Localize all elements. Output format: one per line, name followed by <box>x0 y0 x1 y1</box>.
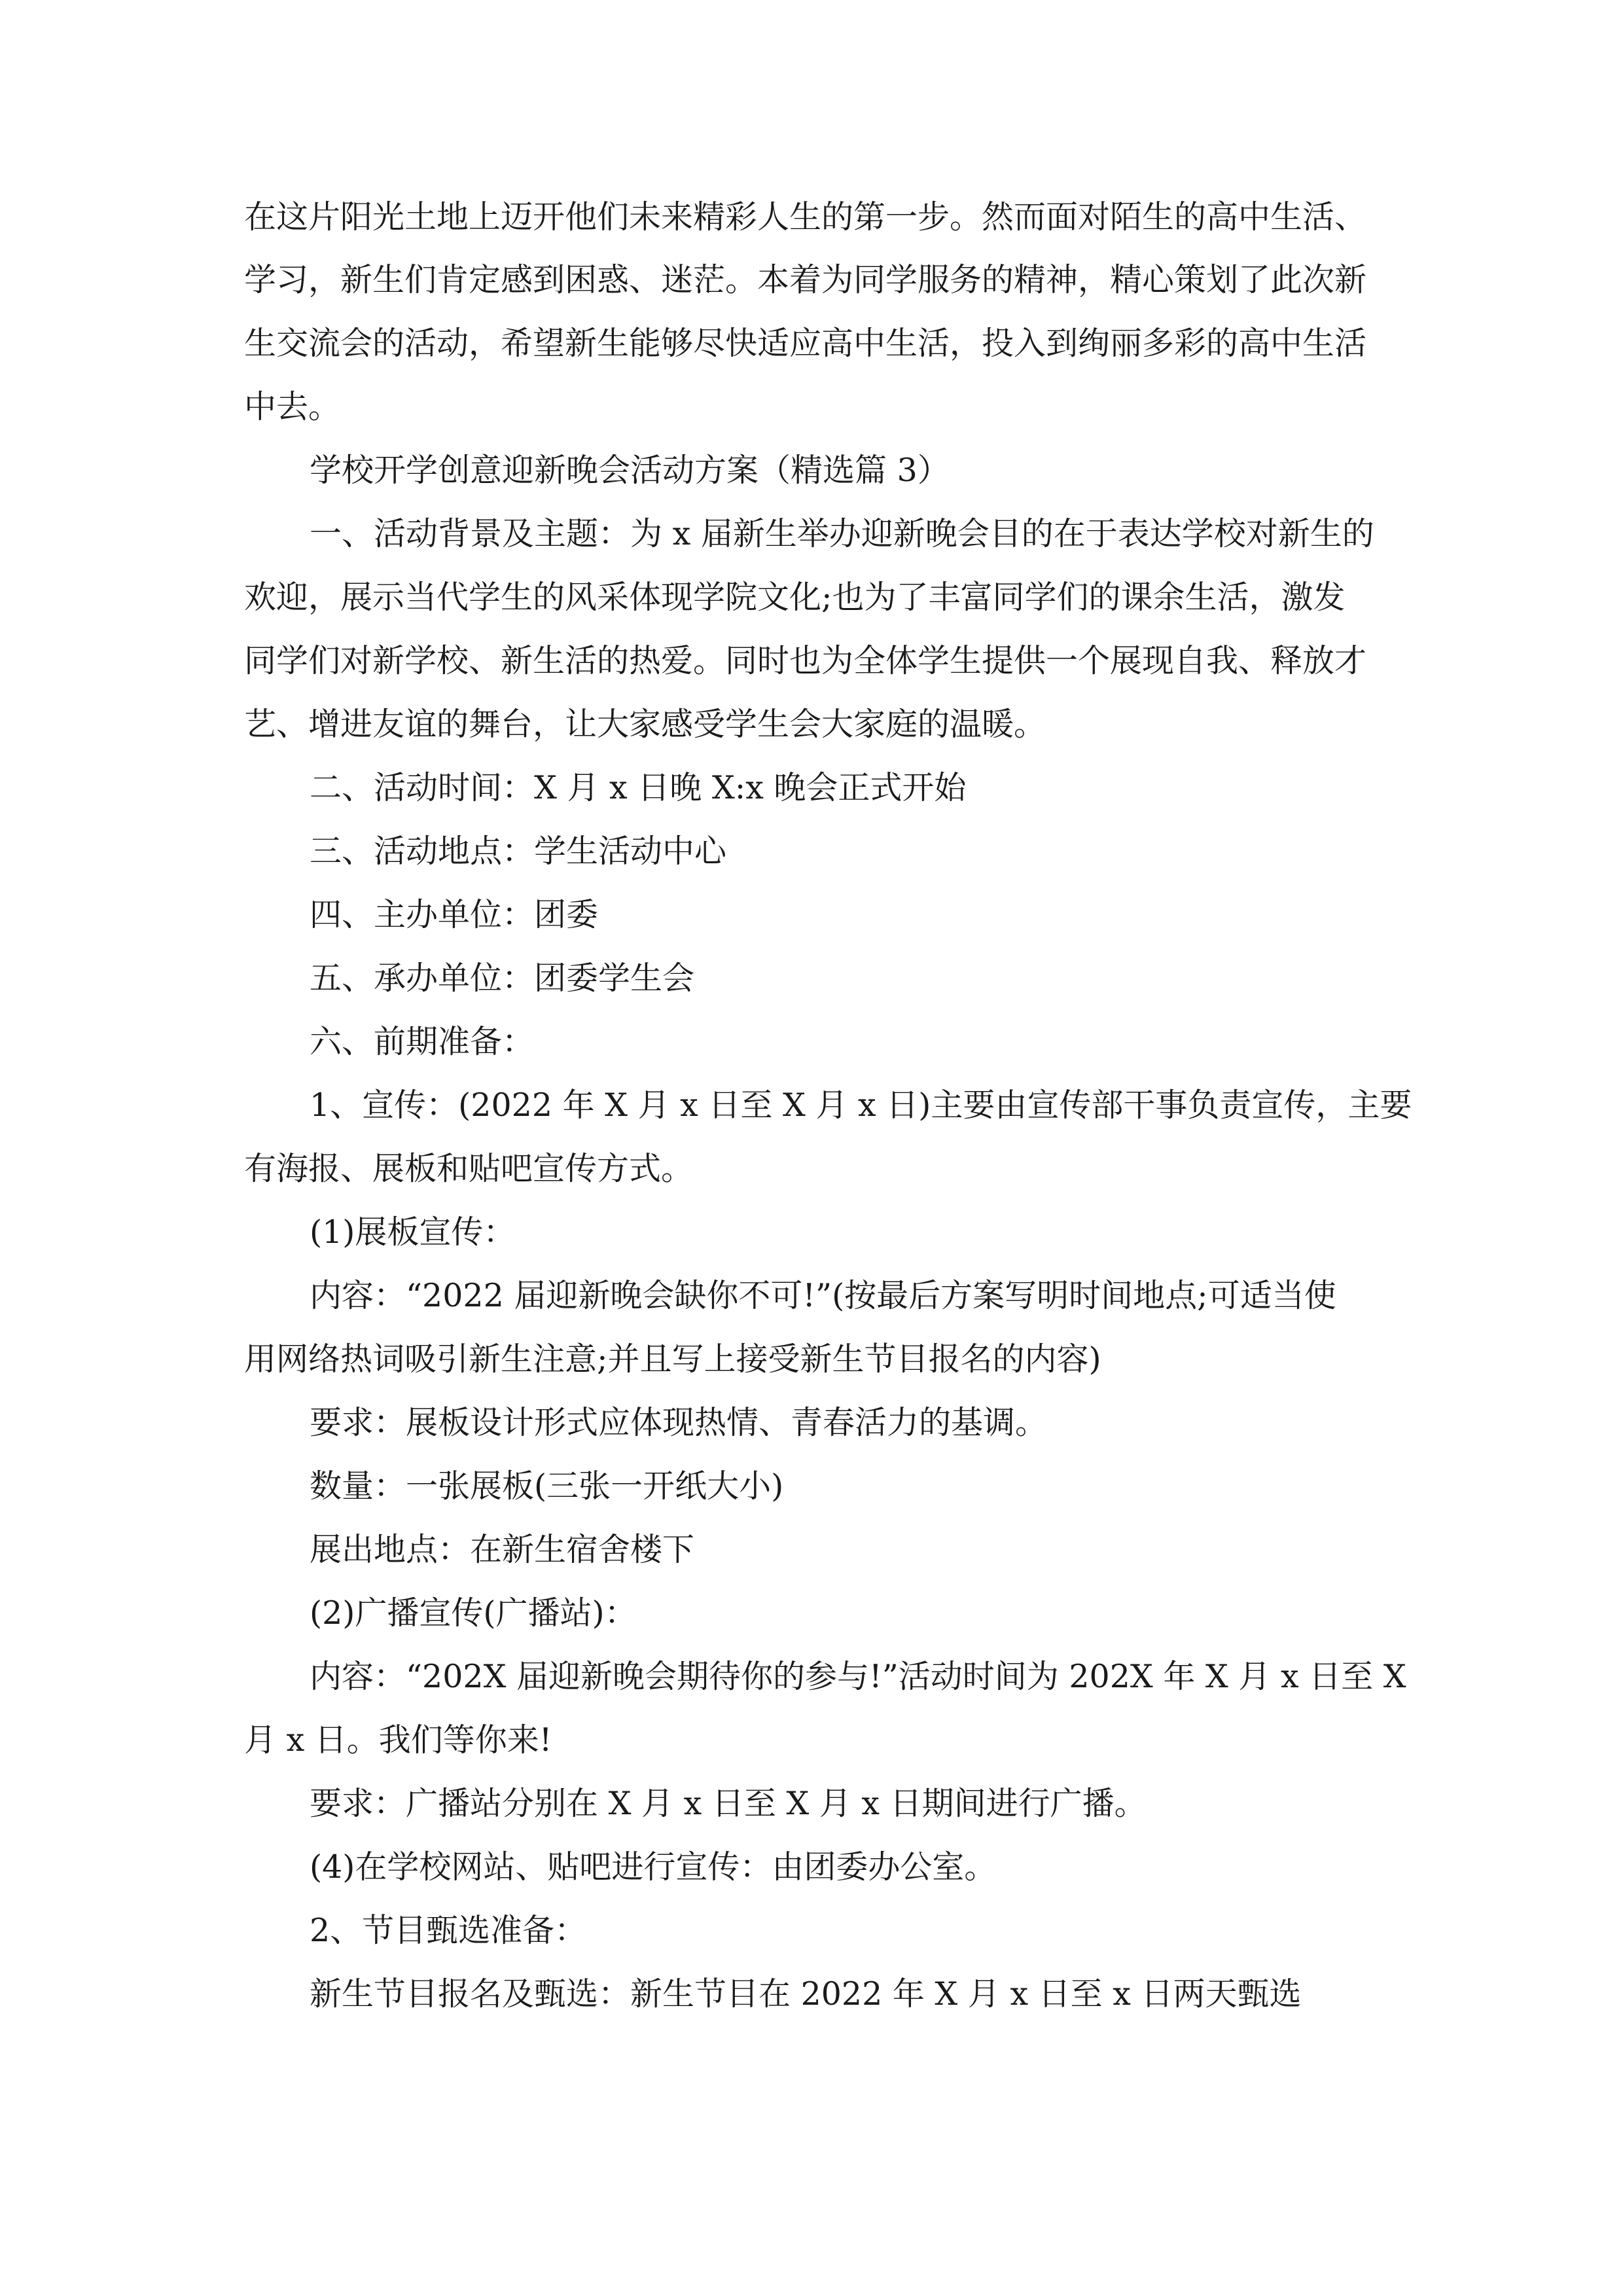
text-line: 数量：一张展板(三张一开纸大小) <box>310 1467 784 1505</box>
text-line: 三、活动地点：学生活动中心 <box>310 833 727 870</box>
text-line: 展出地点：在新生宿舍楼下 <box>310 1531 695 1568</box>
text-line: 新生节目报名及甄选：新生节目在 2022 年 X 月 x 日至 x 日两天甄选 <box>310 1975 1302 2013</box>
text-line: 生交流会的活动，希望新生能够尽快适应高中生活，投入到绚丽多彩的高中生活 <box>244 325 1367 362</box>
text-line: 2、节目甄选准备： <box>310 1912 587 1949</box>
text-line: 用网络热词吸引新生注意;并且写上接受新生节目报名的内容) <box>244 1340 1101 1378</box>
text-line: 1、宣传：(2022 年 X 月 x 日至 X 月 x 日)主要由宣传部干事负责宣传，主要 <box>310 1086 1412 1124</box>
text-line: 要求：展板设计形式应体现热情、青春活力的基调。 <box>310 1404 1048 1441</box>
text-line: 内容：“202X 届迎新晚会期待你的参与!”活动时间为 202X 年 X 月 x 日至 X <box>310 1658 1406 1695</box>
text-line: 月 x 日。我们等你来! <box>244 1721 552 1759</box>
text-line: 中去。 <box>244 388 341 425</box>
text-line: 有海报、展板和贴吧宣传方式。 <box>244 1150 694 1187</box>
text-line: 同学们对新学校、新生活的热爱。同时也为全体学生提供一个展现自我、释放才 <box>244 642 1367 679</box>
text-line: 六、前期准备： <box>310 1023 535 1060</box>
section-heading: 学校开学创意迎新晚会活动方案（精选篇 3） <box>310 452 950 489</box>
text-line: 在这片阳光土地上迈开他们未来精彩人生的第一步。然而面对陌生的高中生活、 <box>244 198 1367 236</box>
text-line: (1)展板宣传： <box>310 1213 516 1251</box>
text-line: 一、活动背景及主题：为 x 届新生举办迎新晚会目的在于表达学校对新生的 <box>310 515 1374 552</box>
text-line: 五、承办单位：团委学生会 <box>310 960 695 997</box>
text-line: (2)广播宣传(广播站)： <box>310 1594 637 1632</box>
text-line: 要求：广播站分别在 X 月 x 日至 X 月 x 日期间进行广播。 <box>310 1785 1147 1822</box>
text-line: 内容：“2022 届迎新晚会缺你不可!”(按最后方案写明时间地点;可适当使 <box>310 1277 1336 1314</box>
text-line: (4)在学校网站、贴吧进行宣传：由团委办公室。 <box>310 1848 997 1886</box>
text-line: 二、活动时间：X 月 x 日晚 X:x 晚会正式开始 <box>310 769 967 806</box>
text-line: 艺、增进友谊的舞台，让大家感受学生会大家庭的温暖。 <box>244 706 1046 743</box>
text-line: 欢迎，展示当代学生的风采体现学院文化;也为了丰富同学们的课余生活，激发 <box>244 579 1346 616</box>
text-line: 四、主办单位：团委 <box>310 896 599 933</box>
text-line: 学习，新生们肯定感到困惑、迷茫。本着为同学服务的精神，精心策划了此次新 <box>244 261 1367 298</box>
